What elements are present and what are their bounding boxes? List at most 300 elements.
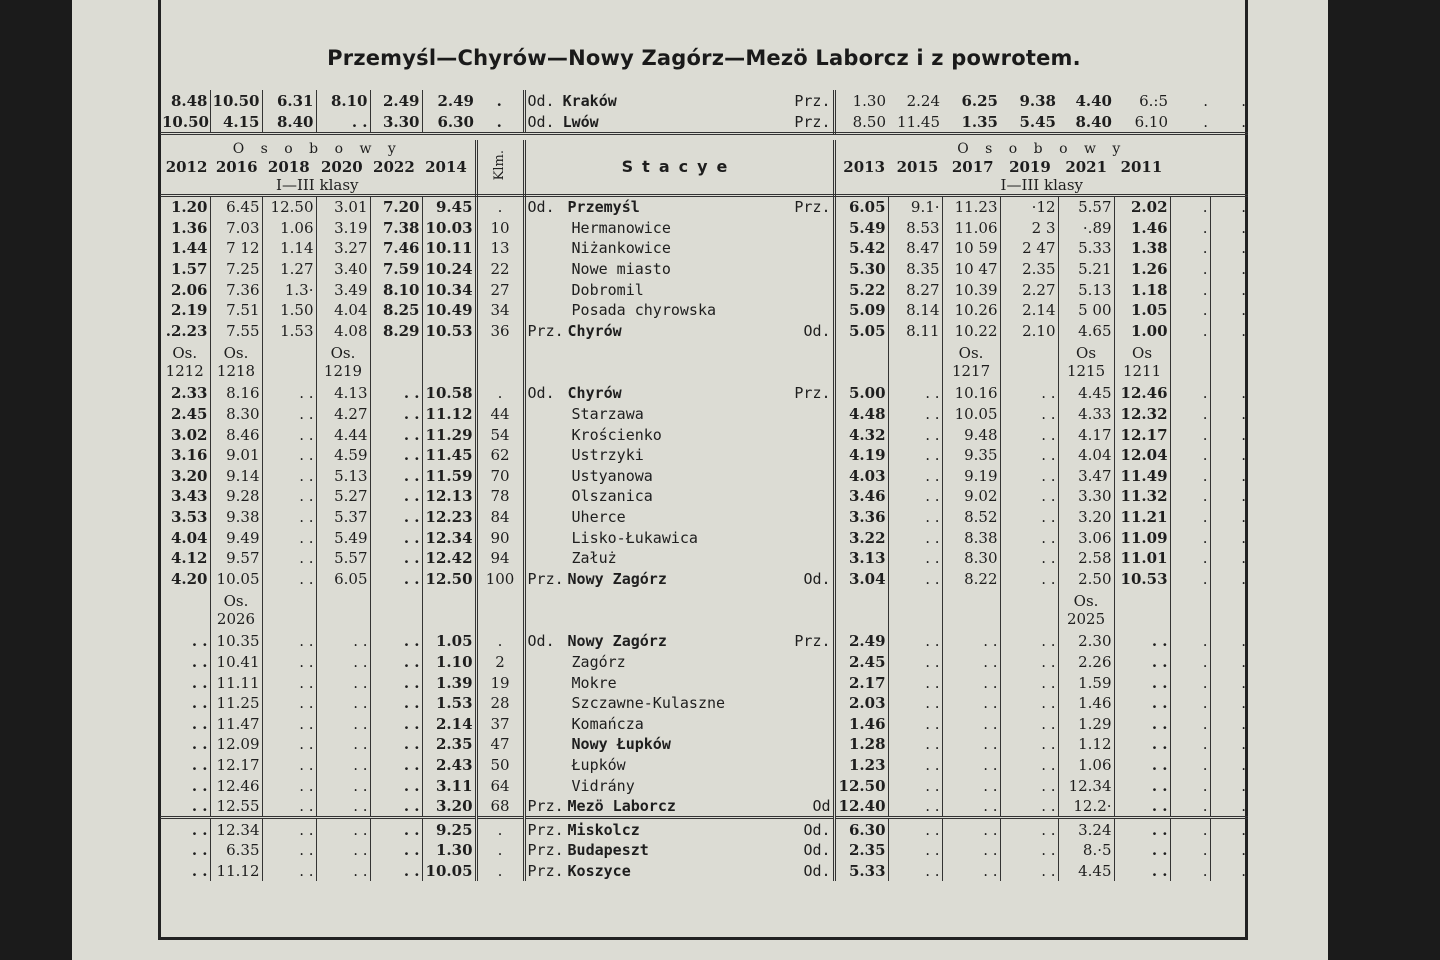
time-cell: 10.26 [942,300,1000,321]
time-cell: 11.25 [210,693,262,714]
time-cell: 8.25 [370,300,422,321]
time-cell: 7 12 [210,238,262,259]
time-cell: 1.12 [1058,734,1114,755]
km-cell: . [476,840,524,861]
station-name: Chyrów [567,321,622,340]
time-cell: 5 00 [1058,300,1114,321]
time-cell: 2.58 [1058,548,1114,569]
station-row [160,734,1248,755]
time-cell: . [1170,840,1210,861]
time-cell: 2.10 [1000,321,1058,342]
time-cell: 1.53 [262,321,316,342]
time-cell: . . [1114,796,1170,818]
station-row [160,548,1248,569]
time-cell: 7.38 [370,218,422,239]
time-cell: 1.00 [1114,321,1170,342]
time-cell: . [1170,259,1210,280]
time-cell: 12.17 [1114,424,1170,445]
time-cell: . [1210,840,1248,861]
train-label: Os. 1218 [210,341,262,383]
station-name: Ustrzyki [571,446,644,465]
km-cell: 22 [476,259,524,280]
time-cell: 1.46 [848,714,886,733]
time-cell: . . [888,672,942,693]
time-cell: 7.46 [370,238,422,259]
time-cell: . . [370,424,422,445]
time-cell: . . [1000,775,1058,796]
time-cell: 2.49 [422,90,476,111]
time-cell: . . [262,548,316,569]
time-cell: 3.49 [316,279,370,300]
station-row [160,652,1248,673]
time-cell: 8.47 [888,238,942,259]
time-cell: . . [262,631,316,652]
km-cell: 78 [476,486,524,507]
time-cell: . . [370,548,422,569]
train-label [1000,341,1058,383]
time-cell: 5.49 [316,527,370,548]
time-cell: 10.05 [942,404,1000,425]
station-cell [524,404,834,425]
time-cell: . . [1000,527,1058,548]
station-row [160,466,1248,487]
time-cell: . . [942,796,1000,818]
km-cell: 19 [476,672,524,693]
time-cell: . . [191,755,208,774]
station-row [160,840,1248,861]
time-cell: 2.03 [848,694,886,713]
connection-station [524,111,834,134]
time-cell: 10.50 [160,111,210,134]
station-cell [524,238,834,259]
time-cell: 6.25 [961,91,998,110]
time-cell: 11.47 [210,713,262,734]
time-cell: . . [316,111,370,134]
time-cell: 3.43 [170,487,208,506]
station-name: Nowy Zagórz [567,569,667,588]
station-cell [524,321,834,342]
station-cell [524,424,834,445]
time-cell: 9.45 [422,196,476,218]
time-cell: 10.05 [210,569,262,590]
time-cell: . [1170,279,1210,300]
time-cell: 4.65 [1058,321,1114,342]
time-cell: 4.48 [848,405,886,424]
arr-dep-label: Od. [803,861,831,880]
time-cell: . . [191,841,208,860]
time-cell: 5.13 [1058,279,1114,300]
time-cell: 2.49 [848,632,886,651]
time-cell: 2.33 [170,384,208,403]
time-cell: 10.58 [422,383,476,404]
time-cell: 3.20 [170,466,208,485]
train-number: 2020 [320,158,363,176]
time-cell: . [1210,713,1248,734]
time-cell: . [1210,818,1248,840]
time-cell: 8.50 [834,111,888,134]
time-cell: 4.44 [316,424,370,445]
time-cell: 9.48 [942,424,1000,445]
time-cell: . . [1000,713,1058,734]
time-cell: . . [888,466,942,487]
time-cell: 8.52 [942,507,1000,528]
time-cell: . . [1114,755,1170,776]
time-cell: . . [370,631,422,652]
time-cell: . . [262,486,316,507]
time-cell: 4.13 [316,383,370,404]
station-cell [524,445,834,466]
time-cell: 8.·5 [1058,840,1114,861]
station-cell [524,652,834,673]
time-cell: 1.14 [262,238,316,259]
time-cell: 8.40 [1058,111,1114,134]
time-cell: . [1170,818,1210,840]
time-cell: 12.13 [422,486,476,507]
train-number: 2022 [373,158,415,176]
time-cell: 2.35 [422,734,476,755]
time-cell: . [1210,775,1248,796]
time-cell: 4.59 [316,445,370,466]
time-cell: . [1210,445,1248,466]
km-cell: 50 [476,755,524,776]
train-label: Os. 1212 [165,344,204,381]
time-cell: . . [1000,755,1058,776]
time-cell: 12.46 [1114,383,1170,404]
time-cell: . [1170,404,1210,425]
time-cell: 10 59 [942,238,1000,259]
station-name: Dobromil [571,280,644,299]
train-label: Os. 2026 [210,589,262,631]
time-cell: . . [370,507,422,528]
station-name: Zagórz [571,652,626,671]
station-row [160,569,1248,590]
station-name: Nowy Zagórz [567,632,667,651]
time-cell: . . [888,840,942,861]
station-cell [524,734,834,755]
time-cell: 2.19 [170,301,208,320]
time-cell: 8.29 [370,321,422,342]
time-cell: . . [942,672,1000,693]
station-cell [524,259,834,280]
station-row [160,300,1248,321]
arr-dep-label: Prz. [794,198,831,217]
time-cell: . . [262,652,316,673]
left-class: I—III klasy [276,176,359,194]
time-cell: 7.55 [210,321,262,342]
time-cell: . . [316,631,370,652]
time-cell: 8.10 [316,90,370,111]
station-name: Przemyśl [567,198,640,217]
time-cell: . . [262,507,316,528]
time-cell: 1.30 [422,840,476,861]
km-cell: 64 [476,775,524,796]
time-cell: 1.06 [262,218,316,239]
time-cell: . . [370,466,422,487]
station-name: Łupków [571,755,626,774]
train-number: 2014 [425,158,467,176]
time-cell: 10.53 [1114,569,1170,590]
time-cell: 2.14 [1000,300,1058,321]
time-cell: 4.03 [848,466,886,485]
station-row [160,321,1248,342]
time-cell: 8.11 [888,321,942,342]
time-cell: 12.23 [422,507,476,528]
station-cell [524,672,834,693]
km-cell: 94 [476,548,524,569]
time-cell: 7.51 [210,300,262,321]
time-cell: 9.28 [210,486,262,507]
time-cell: . [1210,672,1248,693]
time-cell: 5.00 [848,384,886,403]
train-number: 2012 [165,158,208,176]
connections-table [160,90,1248,135]
connection-row [160,111,1248,134]
time-cell: 1.20 [170,198,208,217]
time-cell: 4.15 [210,111,262,134]
time-cell: 7.59 [370,259,422,280]
time-cell: 11.09 [1114,527,1170,548]
time-cell: 10.03 [422,218,476,239]
time-cell: . . [1000,383,1058,404]
time-cell: 1.28 [848,735,886,754]
time-cell: . [476,111,524,134]
time-cell: 4.40 [1075,91,1112,110]
station-cell [524,218,834,239]
station-row [160,383,1248,404]
time-cell: 7.20 [370,196,422,218]
time-cell: . . [370,383,422,404]
time-cell: . . [316,755,370,776]
time-cell: . . [370,775,422,796]
time-cell: 4.27 [316,404,370,425]
time-cell: . . [1114,840,1170,861]
time-cell: 1.05 [1114,300,1170,321]
time-cell: 11.45 [422,445,476,466]
time-cell: 3.11 [422,775,476,796]
time-cell: 1.10 [422,652,476,673]
time-cell: 1.06 [1058,755,1114,776]
time-cell: . . [191,861,208,880]
train-label [942,589,1000,631]
train-number: 2013 [843,158,886,176]
time-cell: . . [1000,693,1058,714]
time-cell: 11.32 [1114,486,1170,507]
time-cell: . . [888,652,942,673]
train-label [1114,589,1170,631]
time-cell: . . [888,569,942,590]
time-cell: 7.36 [210,279,262,300]
time-cell: 10.22 [942,321,1000,342]
time-cell: . . [888,527,942,548]
time-cell: . . [1000,652,1058,673]
time-cell: . . [1114,693,1170,714]
time-cell: . [1210,424,1248,445]
time-cell: 5.21 [1058,259,1114,280]
time-cell: . . [316,818,370,840]
time-cell: . . [942,818,1000,840]
train-number: 2016 [215,158,258,176]
time-cell: . [1170,693,1210,714]
station-row [160,861,1248,882]
time-cell: . . [316,652,370,673]
time-cell: . . [370,445,422,466]
time-cell: . [1210,507,1248,528]
time-cell: 9.38 [1019,91,1056,110]
station-name: Szczawne-Kulaszne [571,694,726,713]
time-cell: . . [1000,734,1058,755]
time-cell: ·12 [1000,196,1058,218]
station-row [160,445,1248,466]
station-row [160,238,1248,259]
time-cell: . . [370,486,422,507]
time-cell: 1.53 [422,693,476,714]
time-cell: 3.53 [170,508,208,527]
station-name: Chyrów [567,384,622,403]
right-class: I—III klasy [1000,176,1084,194]
time-cell: . [1170,527,1210,548]
station-cell [524,466,834,487]
station-row [160,279,1248,300]
km-cell: 54 [476,424,524,445]
time-cell: . . [942,652,1000,673]
time-cell: 12.32 [1114,404,1170,425]
time-cell: . . [262,713,316,734]
time-cell: 11.49 [1114,466,1170,487]
station-cell [524,279,834,300]
time-cell: . [1170,631,1210,652]
station-name: Niżankowice [571,239,671,258]
time-cell: 12.50 [262,196,316,218]
time-cell: . . [1000,507,1058,528]
time-cell: 2 47 [1000,238,1058,259]
station-row [160,672,1248,693]
time-cell: 1.27 [262,259,316,280]
train-label [834,589,888,631]
time-cell: 11.29 [422,424,476,445]
time-cell: 10.41 [210,652,262,673]
time-cell: 6.05 [316,569,370,590]
time-cell: . . [370,861,422,882]
train-label [262,341,316,383]
arr-dep-label: Od [812,797,831,816]
time-cell: . . [262,734,316,755]
time-cell: . [1210,238,1248,259]
time-cell: 9.01 [210,445,262,466]
time-cell: 3.04 [848,569,886,588]
time-cell: . . [1000,840,1058,861]
time-cell: 5.57 [316,548,370,569]
time-cell: 3.02 [170,425,208,444]
station-row [160,755,1248,776]
km-header: Klm. [492,149,508,181]
time-cell: 5.37 [316,507,370,528]
time-cell: . [1170,713,1210,734]
time-cell: . . [1000,796,1058,818]
arr-dep-label: Prz. [527,797,564,816]
time-cell: . . [370,527,422,548]
time-cell: 2.35 [1000,259,1058,280]
time-cell: 3.13 [848,549,886,568]
time-cell: . [1210,196,1248,218]
time-cell: 1.05 [422,631,476,652]
time-cell: . [1170,486,1210,507]
train-number: 2015 [896,158,939,176]
time-cell: 2.35 [848,841,886,860]
time-cell: 3.16 [170,446,208,465]
station-cell [524,300,834,321]
time-cell: . . [262,569,316,590]
train-number: 2018 [267,158,310,176]
station-row [160,818,1248,840]
arr-dep-label: Od. [803,820,831,839]
time-cell: 4.45 [1058,861,1114,882]
time-cell: . . [160,818,210,840]
time-cell: 6.31 [262,90,316,111]
time-cell: 12.09 [210,734,262,755]
time-cell: . . [1114,652,1170,673]
time-cell: 2.49 [370,90,422,111]
time-cell: 5.22 [848,280,886,299]
time-cell: . . [370,818,422,840]
train-label [1170,341,1210,383]
time-cell: 9.57 [210,548,262,569]
time-cell: . [1210,861,1248,882]
time-cell: 10.11 [422,238,476,259]
stations-header: Stacye [621,157,737,176]
station-row [160,259,1248,280]
time-cell: . [1170,383,1210,404]
time-cell: 10.24 [422,259,476,280]
station-name: Mezö Laborcz [567,797,676,816]
station-name: Koszyce [567,861,631,880]
arr-dep-label: Prz. [527,820,564,839]
time-cell: 8.10 [370,279,422,300]
time-cell: 3.06 [1058,527,1114,548]
station-cell [524,631,834,652]
time-cell: . . [262,861,316,882]
train-label [316,589,370,631]
time-cell: 2.06 [170,280,208,299]
time-cell: . [1210,279,1248,300]
station-name: Hermanowice [571,218,671,237]
km-cell: 10 [476,218,524,239]
time-cell: . . [1000,569,1058,590]
time-cell: 2.26 [1058,652,1114,673]
time-cell: 12.17 [210,755,262,776]
time-cell: . . [191,694,208,713]
station-cell [524,693,834,714]
time-cell: . [1210,486,1248,507]
time-cell: 9.49 [210,527,262,548]
time-cell: . . [888,693,942,714]
left-train-type: O s o b o w y [232,141,402,157]
time-cell: 6.10 [1114,111,1170,134]
time-cell: 4.04 [170,528,208,547]
time-cell: 5.57 [1058,196,1114,218]
time-cell: . . [191,735,208,754]
time-cell: 4.17 [1058,424,1114,445]
station-cell [524,548,834,569]
time-cell: 2.45 [170,405,208,424]
time-cell: 2.45 [848,652,886,671]
time-cell: 11.01 [1114,548,1170,569]
station-row [160,631,1248,652]
time-cell: 10.16 [942,383,1000,404]
time-cell: . . [262,383,316,404]
time-cell: 5.33 [848,861,886,880]
time-cell: 2.50 [1058,569,1114,590]
time-cell: . . [1114,631,1170,652]
